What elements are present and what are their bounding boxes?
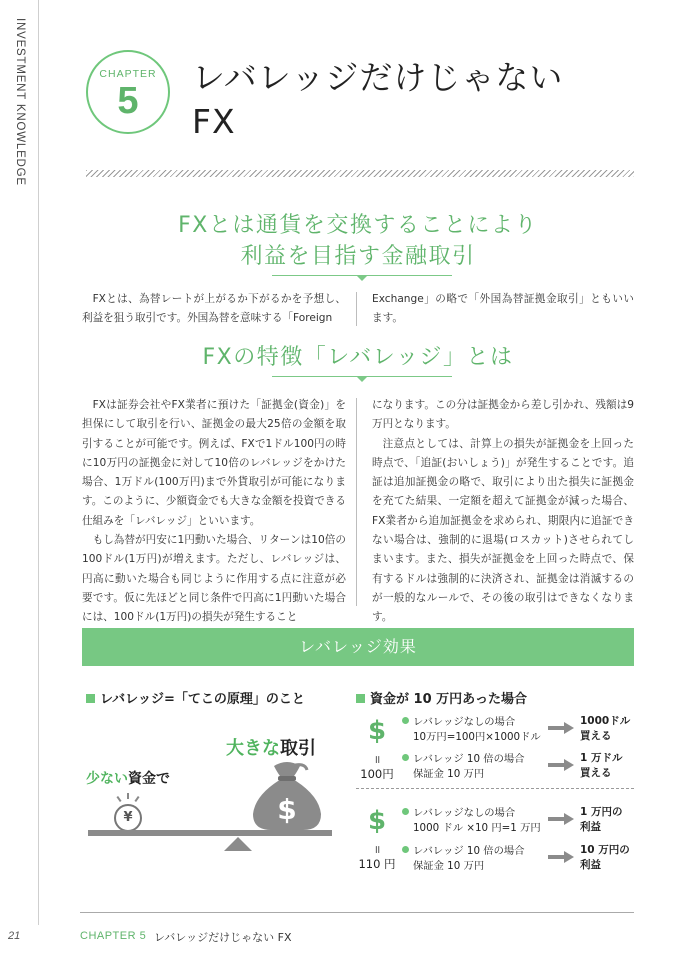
section2-left-column [82,396,346,628]
bullet-dot-icon [402,808,409,815]
page-number: 21 [8,930,21,942]
case2-a-result [580,805,622,835]
right-arrow-icon [548,852,574,862]
sparkle-icon [127,793,129,799]
sidebar-label: INVESTMENT KNOWLEDGE [14,18,26,186]
case2-b-result-line2: 利益 [580,859,601,871]
column-divider [356,292,357,326]
case1-a-result-line1: 1000ドル [580,715,631,727]
sidebar-divider [38,0,39,925]
small-fund-label-rest: 資金で [128,771,170,787]
case1-a-result-line2: 買える [580,730,612,742]
case1-leverage-10x [402,752,525,782]
section1-heading [82,210,634,272]
case1-b-result [580,751,622,781]
title-line2: FX [192,102,236,141]
dollar-icon: $ [367,806,387,836]
bullet-dot-icon [402,717,409,724]
money-bag-icon [247,760,327,832]
section2-heading-rule [272,376,452,377]
section2-right-p2: 注意点としては、計算上の損失が証拠金を上回った時点で、「追証(おいしょう)」が発生することです。追証は追加証拠金の略で、取引により出た損失に証拠金を充てた結果、一定額を超えて証拠金が減った場合、FX業者から追加証拠金を求められ、期限内に追証できない場合は、強制的に退場(ロスカット)させられてしまいます。また、損失が証拠金を上回った時点で、保有するドルは強制的に決済され、証拠金は消滅するのが一般的なルールで、その後の取引はできなくなります。 [372,437,634,624]
lever-bar [88,830,332,836]
section1-heading-line1: FXとは通貨を交換することにより [178,213,538,238]
big-trade-label-accent: 大きな [226,738,280,759]
column-divider [356,398,357,606]
footer-title: レバレッジだけじゃない FX [154,931,292,944]
case-separator [356,788,634,789]
case2-leverage-10x [402,844,525,874]
case1-b-detail: 保証金 10 万円 [413,768,485,780]
section2-left-p2: もし為替が円安に1円動いた場合、リターンは10倍の100ドル(1万円)が増えます。ただし、レバレッジは、円高に動いた場合も同じように作用する点に注意が必要です。仮に先ほどと同じ条件で円高に1円動いた場合には、100ドル(1万円)の損失が発生すること [82,534,346,624]
section1-right-text: Exchange」の略で「外国為替証拠金取引」ともいいます。 [372,293,634,325]
lever-subheading-text: レバレッジ=「てこの原理」のこと [100,692,305,707]
chapter-badge [86,50,170,134]
rate-110: 110 円 [358,857,396,871]
bullet-dot-icon [402,846,409,853]
section2-right-column [372,396,634,628]
figure-banner: レバレッジ効果 [82,628,634,666]
case1-a-detail: 10万円=100円×1000ドル [413,731,541,743]
case2-b-label: レバレッジ 10 倍の場合 [413,845,525,857]
page-title [192,56,632,144]
rate-100: 100円 [360,767,394,781]
small-fund-label-accent: 少ない [86,771,128,787]
bullet-dot-icon [402,754,409,761]
footer-chapter: CHAPTER 5 [80,930,147,942]
funds-subheading [356,688,527,707]
section1-left-column [82,290,346,329]
square-bullet-icon [86,694,95,703]
lever-subheading [86,688,305,707]
case1-b-result-line1: 1 万ドル [580,752,623,764]
small-fund-label [86,768,170,788]
fulcrum-triangle [224,837,252,851]
section2-right-p1: になります。この分は証拠金から差し引かれ、残額は9万円となります。 [372,399,634,431]
right-arrow-icon [548,760,574,770]
sparkle-icon [116,796,121,802]
case1-a-result [580,714,630,744]
big-trade-label [226,734,316,760]
section1-left-text: FXとは、為替レートが上がるか下がるかを予想し、利益を狙う取引です。外国為替を意味する「Foreign [82,293,346,325]
case2-b-result [580,843,630,873]
section2-left-p1: FXは証券会社やFX業者に預けた「証拠金(資金)」を担保にして取引を行い、証拠金の最大25倍の金額を取引することが可能です。例えば、FXで1ドル100円の時に10万円の証拠金に対して10倍のレバレッジをかけた場合、1万ドル(100万円)まで外貨取引が可能になります。このように、少額資金でも大きな金額を投資できる仕組みを「レバレッジ」といいます。 [82,399,346,527]
section1-heading-rule [272,275,452,276]
case2-a-result-line2: 利益 [580,821,601,833]
yen-coin-icon: ¥ [114,804,142,832]
title-line1: レバレッジだけじゃない [192,58,564,97]
right-arrow-icon [548,814,574,824]
case1-no-leverage [402,715,541,745]
case2-a-detail: 1000 ドル ×10 円=1 万円 [413,822,541,834]
funds-subheading-text: 資金が 10 万円あった場合 [370,692,528,707]
right-arrow-icon [548,723,574,733]
chapter-word: CHAPTER [99,68,157,80]
section1-right-column [372,290,634,329]
dollar-icon: $ [367,716,387,746]
big-trade-label-rest: 取引 [280,738,316,759]
sparkle-icon [134,796,139,802]
case1-b-label: レバレッジ 10 倍の場合 [413,753,525,765]
equals-mark: ॥ [373,753,381,766]
section2-heading: FXの特徴「レバレッジ」とは [202,345,514,370]
chapter-number: 5 [117,80,139,122]
case2-b-result-line1: 10 万円の [580,844,630,856]
square-bullet-icon [356,694,365,703]
footer-rule [80,912,634,913]
section1-heading-line2: 利益を目指す金融取引 [240,244,476,269]
case2-b-detail: 保証金 10 万円 [413,860,485,872]
case1-b-result-line2: 買える [580,767,612,779]
equals-mark: ॥ [373,843,381,856]
hatched-divider [86,170,634,177]
case2-no-leverage [402,806,541,836]
case2-a-result-line1: 1 万円の [580,806,623,818]
bag-dollar-text: $ [277,793,297,826]
case2-a-label: レバレッジなしの場合 [413,807,516,819]
case1-a-label: レバレッジなしの場合 [413,716,516,728]
